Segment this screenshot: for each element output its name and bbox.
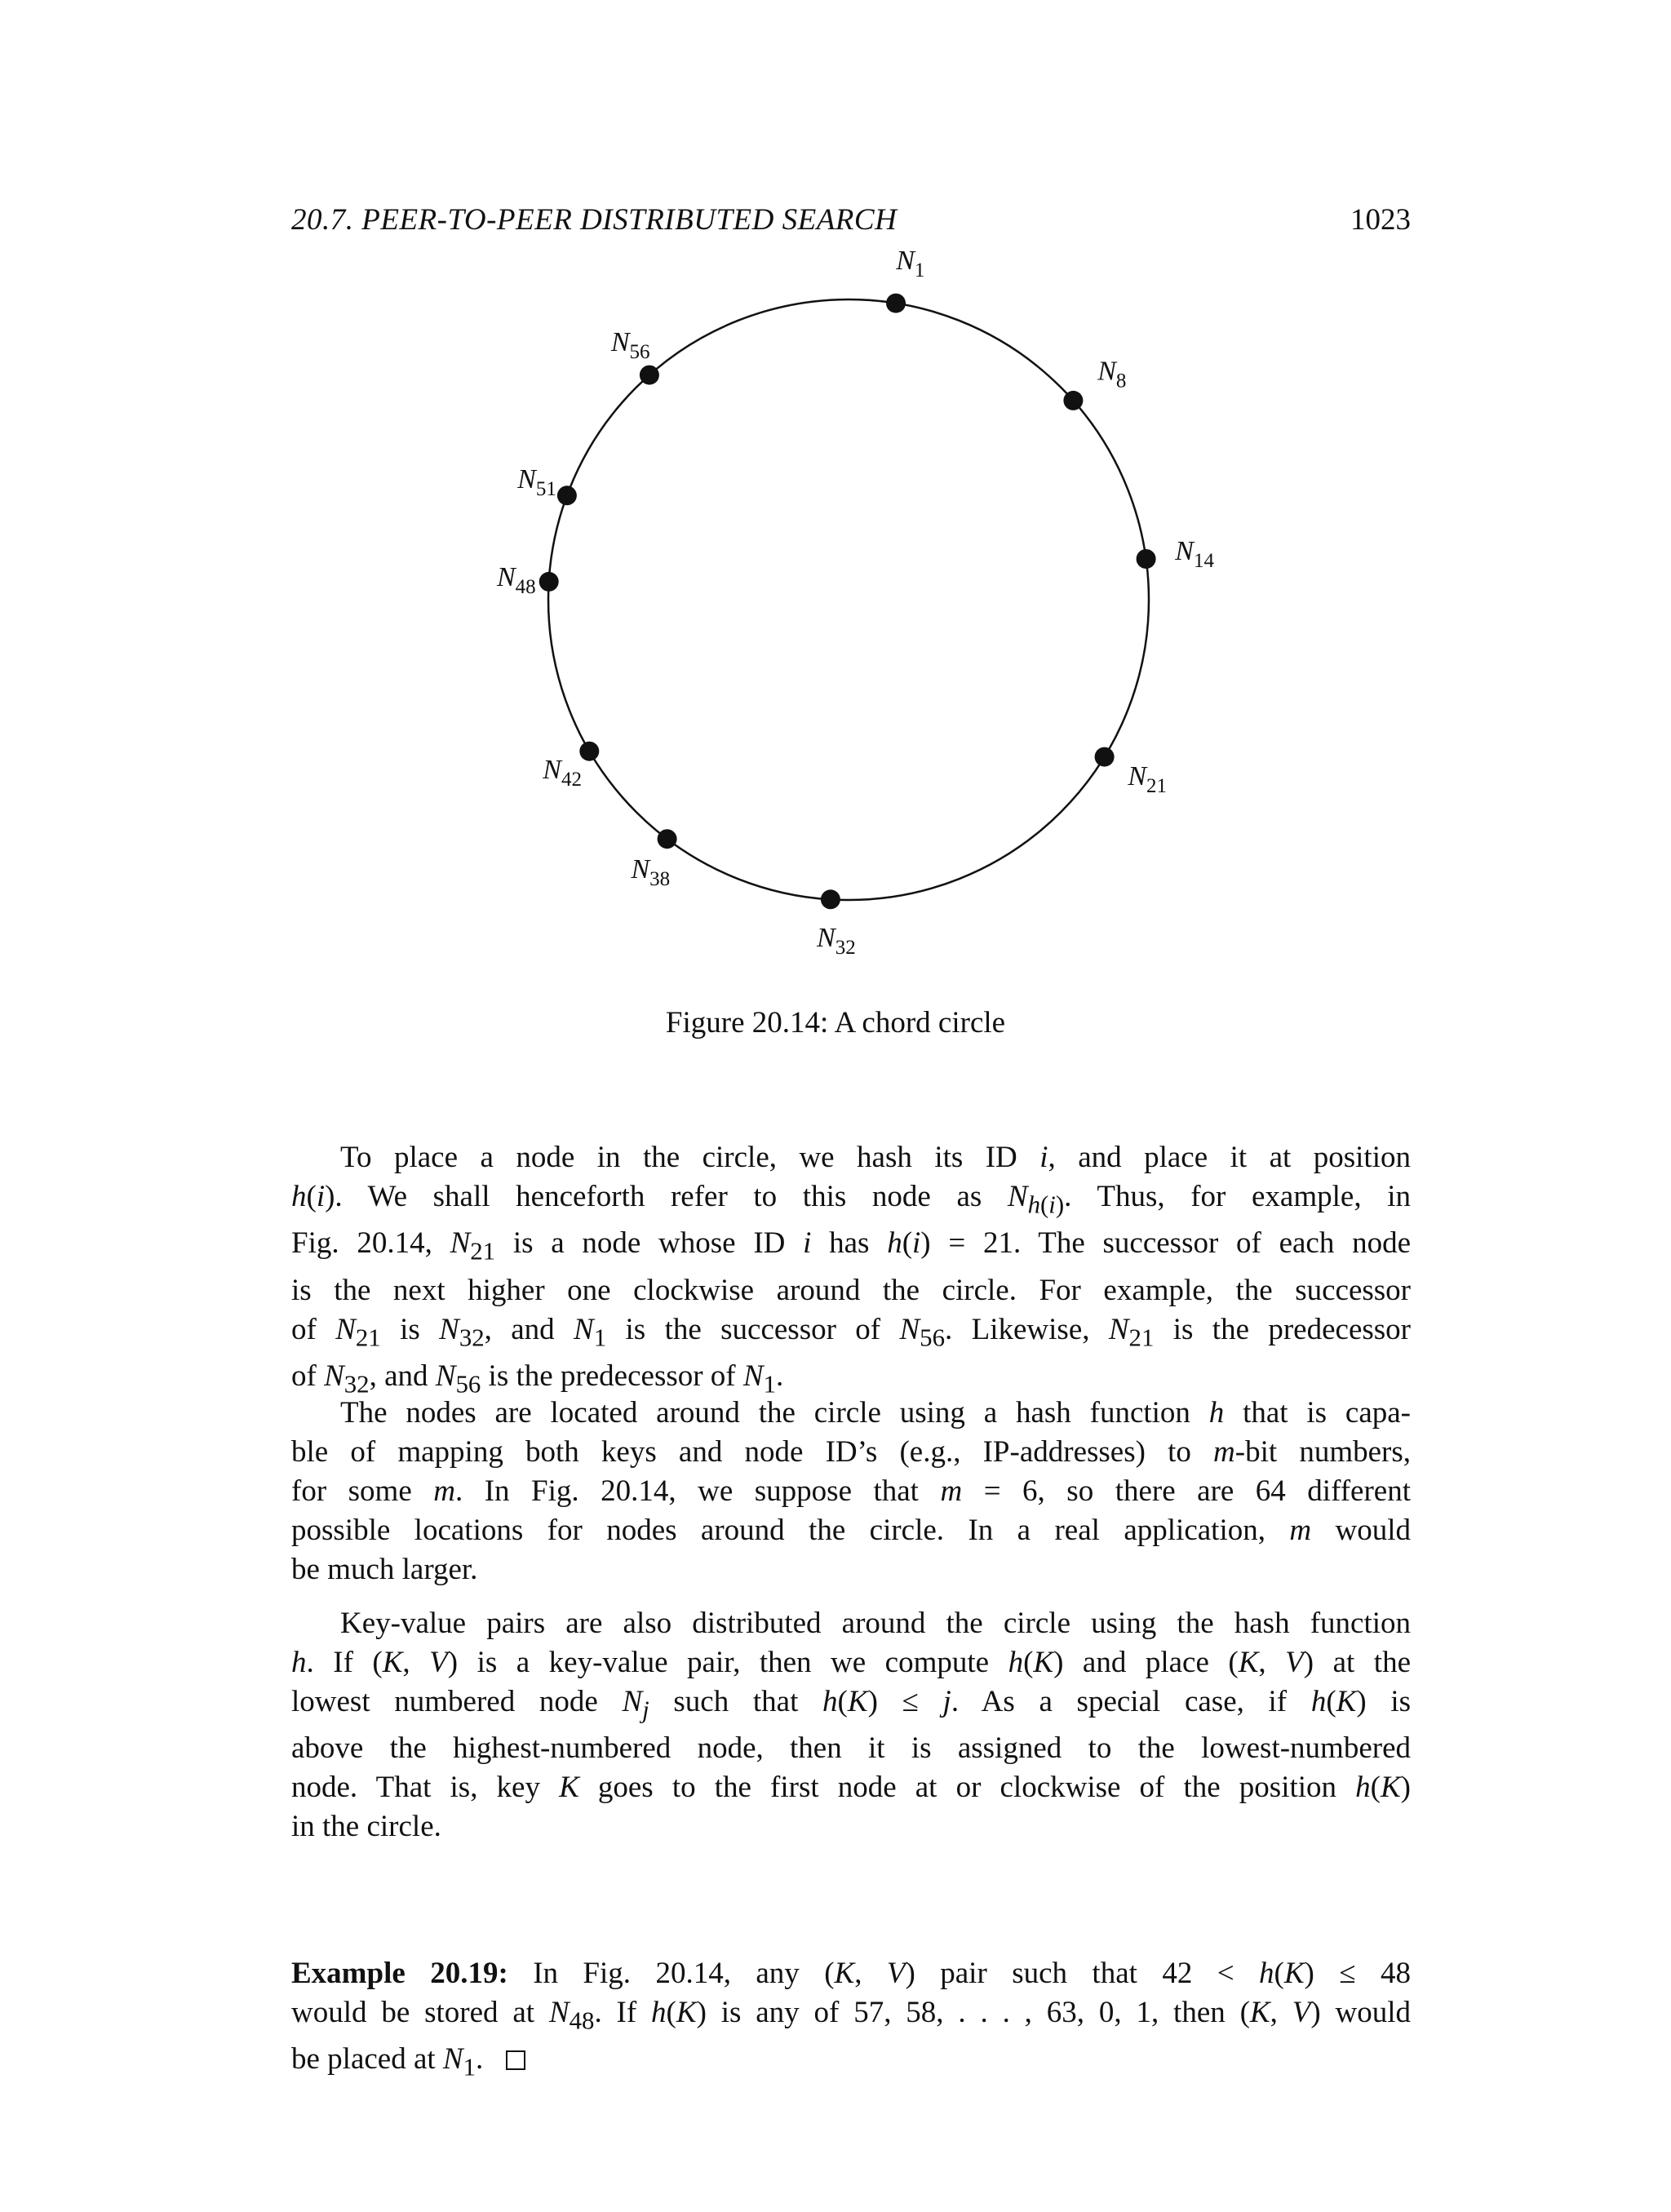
node-32 — [821, 889, 840, 909]
text-line: h. If (K, V) is a key-value pair, then we compute h(K) and place (K, V) at the — [291, 1646, 1411, 1679]
text-line: To place a node in the circle, we hash its ID i, and place it at position — [340, 1141, 1411, 1174]
end-of-example-icon — [506, 2050, 525, 2070]
node-label-56: $N_{56}$ — [610, 327, 650, 364]
node-label-1: $N_1$ — [896, 246, 925, 282]
node-label-48: $N_{48}$ — [496, 561, 536, 598]
paragraph-hash-function — [291, 1394, 1411, 1589]
node-56 — [640, 366, 659, 385]
text-line: be placed at $N_1$. — [291, 2040, 1411, 2086]
paragraph-node-placement — [291, 1138, 1411, 1404]
node-label-42: $N_{42}$ — [543, 755, 582, 791]
text-line: Example 20.19: In Fig. 20.14, any (K, V) pair such that 42 < h(K) ≤ 48 — [291, 1957, 1412, 1990]
node-51 — [557, 485, 577, 505]
node-label-21: $N_{21}$ — [1128, 760, 1168, 797]
node-21 — [1095, 747, 1115, 767]
node-8 — [1063, 391, 1083, 410]
paragraph-key-value-pairs — [291, 1604, 1411, 1846]
text-line: The nodes are located around the circle using a hash function h that is capa- — [340, 1396, 1411, 1430]
node-14 — [1137, 549, 1156, 569]
figure-caption: Figure 20.14: A chord circle — [665, 1006, 1006, 1040]
section-title: 20.7. PEER-TO-PEER DISTRIBUTED SEARCH — [291, 203, 898, 237]
example-label: Example 20.19: — [291, 1957, 508, 1990]
text-line: would be stored at $N_{48}$. If h(K) is any of 57, 58, . . . , 63, 0, 1, then (K, V) would — [291, 1996, 1411, 2035]
text-line: Fig. 20.14, $N_{21}$ is a node whose ID i has h(i) = 21. The successor of each node — [291, 1226, 1412, 1266]
text-line: h(i). We shall henceforth refer to this node as $N_{h(i)}$. Thus, for example, in — [291, 1180, 1411, 1219]
text-line: is the next higher one clockwise around the circle. For example, the successor — [291, 1273, 1411, 1307]
text-line: in the circle. — [291, 1810, 441, 1844]
example-20-19 — [291, 1954, 1411, 2087]
node-42 — [579, 742, 599, 761]
text-line: node. That is, key K goes to the first node at or clockwise of the position h(K) — [291, 1771, 1411, 1805]
node-label-32: $N_{32}$ — [817, 923, 856, 960]
text-line: above the highest-numbered node, then it is assigned to the lowest-numbered — [291, 1731, 1411, 1766]
page-number: 1023 — [1350, 203, 1411, 237]
node-label-14: $N_{14}$ — [1175, 536, 1214, 573]
node-label-8: $N_8$ — [1097, 356, 1127, 392]
text-line: Key-value pairs are also distributed around the circle using the hash function — [340, 1607, 1411, 1640]
node-48 — [539, 572, 559, 592]
text-line: of $N_{21}$ is $N_{32}$, and $N_1$ is the successor of $N_{56}$. Likewise, $N_{21}$ is the predecessor — [291, 1312, 1411, 1352]
page-header — [291, 202, 1411, 251]
text-line: possible locations for nodes around the circle. In a real application, m would — [291, 1514, 1412, 1547]
node-label-38: $N_{38}$ — [631, 854, 671, 890]
text-line: for some m. In Fig. 20.14, we suppose that m = 6, so there are 64 different — [291, 1474, 1411, 1508]
node-1 — [886, 294, 906, 313]
text-line: ble of mapping both keys and node ID’s (e.g., IP-addresses) to m-bit numbers, — [291, 1435, 1411, 1469]
chord-circle — [548, 299, 1149, 900]
node-38 — [658, 829, 677, 849]
text-line: be much larger. — [291, 1553, 478, 1586]
text-line: of $N_{32}$, and $N_{56}$ is the predecessor of $N_1$. — [291, 1359, 784, 1399]
text-line: lowest numbered node $N_j$ such that h(K) ≤ j. As a special case, if h(K) is — [291, 1685, 1411, 1724]
node-label-51: $N_{51}$ — [517, 463, 556, 500]
chord-circle-figure — [457, 246, 1240, 987]
